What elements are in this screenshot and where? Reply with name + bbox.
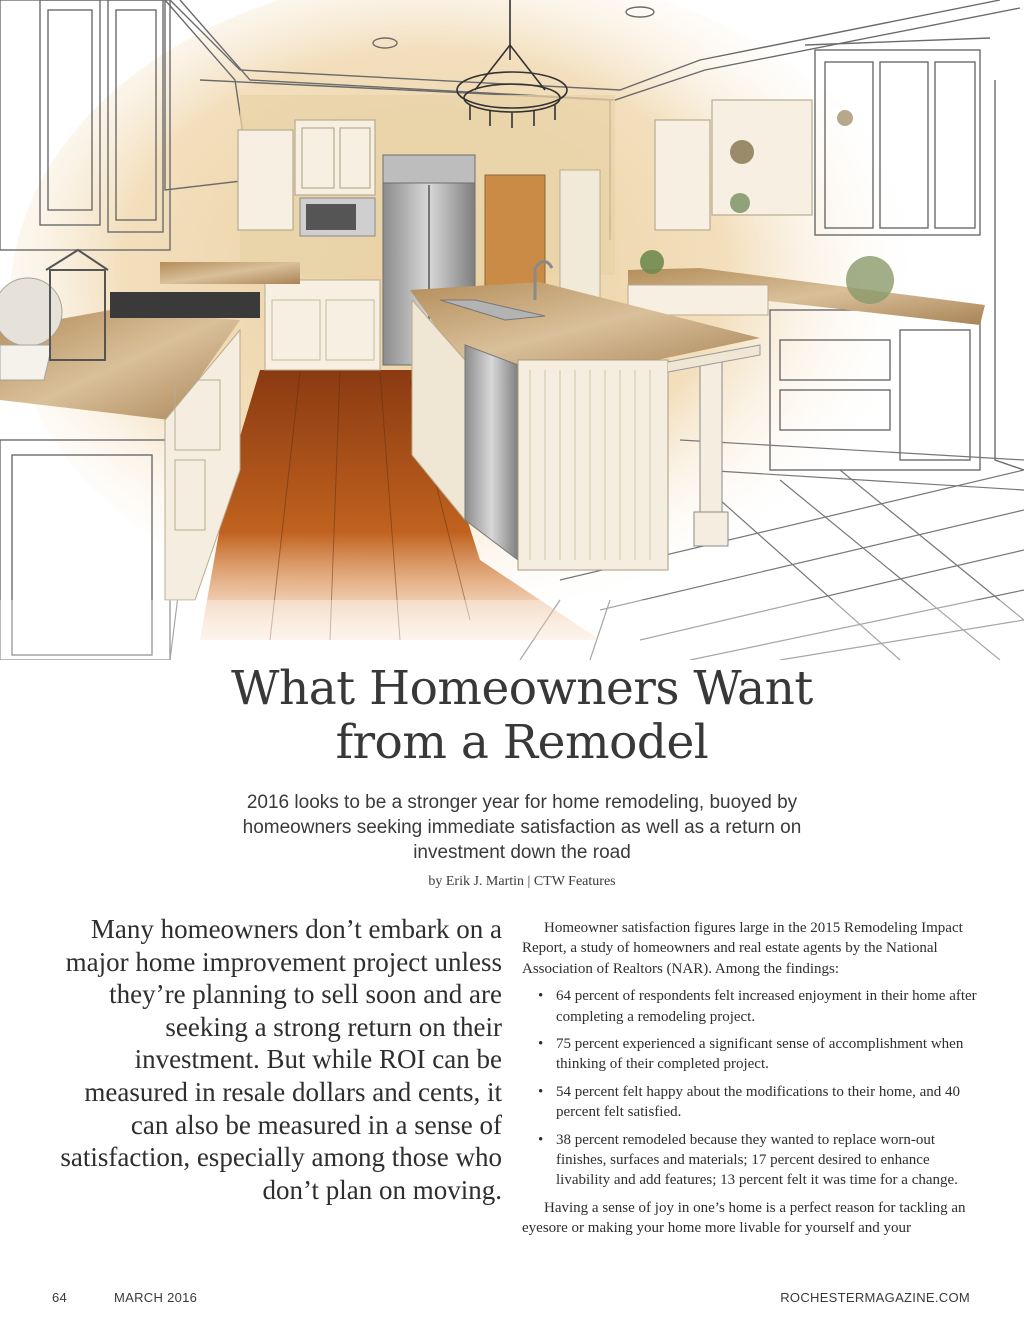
list-item [522, 1130, 978, 1191]
body-column [522, 918, 978, 1239]
finding-text: 75 percent experienced a significant sense of accomplishment when thinking of their completed project. [556, 1036, 964, 1073]
byline: by Erik J. Martin | CTW Features [428, 874, 616, 889]
intro-paragraph: Homeowner satisfaction figures large in the 2015 Remodeling Impact Report, a study of homeowners and real estate agents by the National Association of Realtors (NAR). Among the findings: [522, 920, 963, 977]
bullet-icon: • [538, 988, 544, 1005]
article-deck: 2016 looks to be a stronger year for home remodeling, buoyed by homeowners seeking immediate satisfaction as well as a return on investment down the road [242, 792, 802, 863]
bullet-icon: • [538, 1131, 544, 1148]
kitchen-hero-image [0, 0, 1024, 660]
article-title-line-2: from a Remodel [335, 715, 709, 770]
issue-date: MARCH 2016 [114, 1290, 198, 1305]
closing-paragraph: Having a sense of joy in one’s home is a perfect reason for tackling an eyesore or making your home more livable for yourself and your [522, 1199, 966, 1237]
lede-paragraph: Many homeowners don’t embark on a major home improvement project unless they’re planning to sell soon and are seeking a strong return on their investment. But while ROI can be measured in resale dollars and cents, it can also be measured in a sense of satisfaction, especially among those who don’t plan on moving. [60, 914, 502, 1205]
bullet-icon: • [538, 1083, 544, 1100]
article-title [0, 662, 1024, 770]
page-number: 64 [52, 1290, 68, 1305]
list-item [522, 986, 978, 1027]
list-item [522, 1082, 978, 1123]
finding-text: 54 percent felt happy about the modifications to their home, and 40 percent felt satisfied. [556, 1083, 961, 1121]
article-title-line-1: What Homeowners Want [231, 661, 813, 716]
findings-list [522, 986, 978, 1191]
finding-text: 64 percent of respondents felt increased enjoyment in their home after completing a remodeling project. [556, 988, 977, 1025]
finding-text: 38 percent remodeled because they wanted to replace worn-out finishes, surfaces and materials; 17 percent desired to enhance livability and add features; 13 percent felt it was time for a change. [556, 1131, 958, 1189]
bullet-icon: • [538, 1036, 544, 1053]
website-link[interactable]: ROCHESTERMAGAZINE.COM [780, 1290, 970, 1305]
list-item [522, 1034, 978, 1075]
